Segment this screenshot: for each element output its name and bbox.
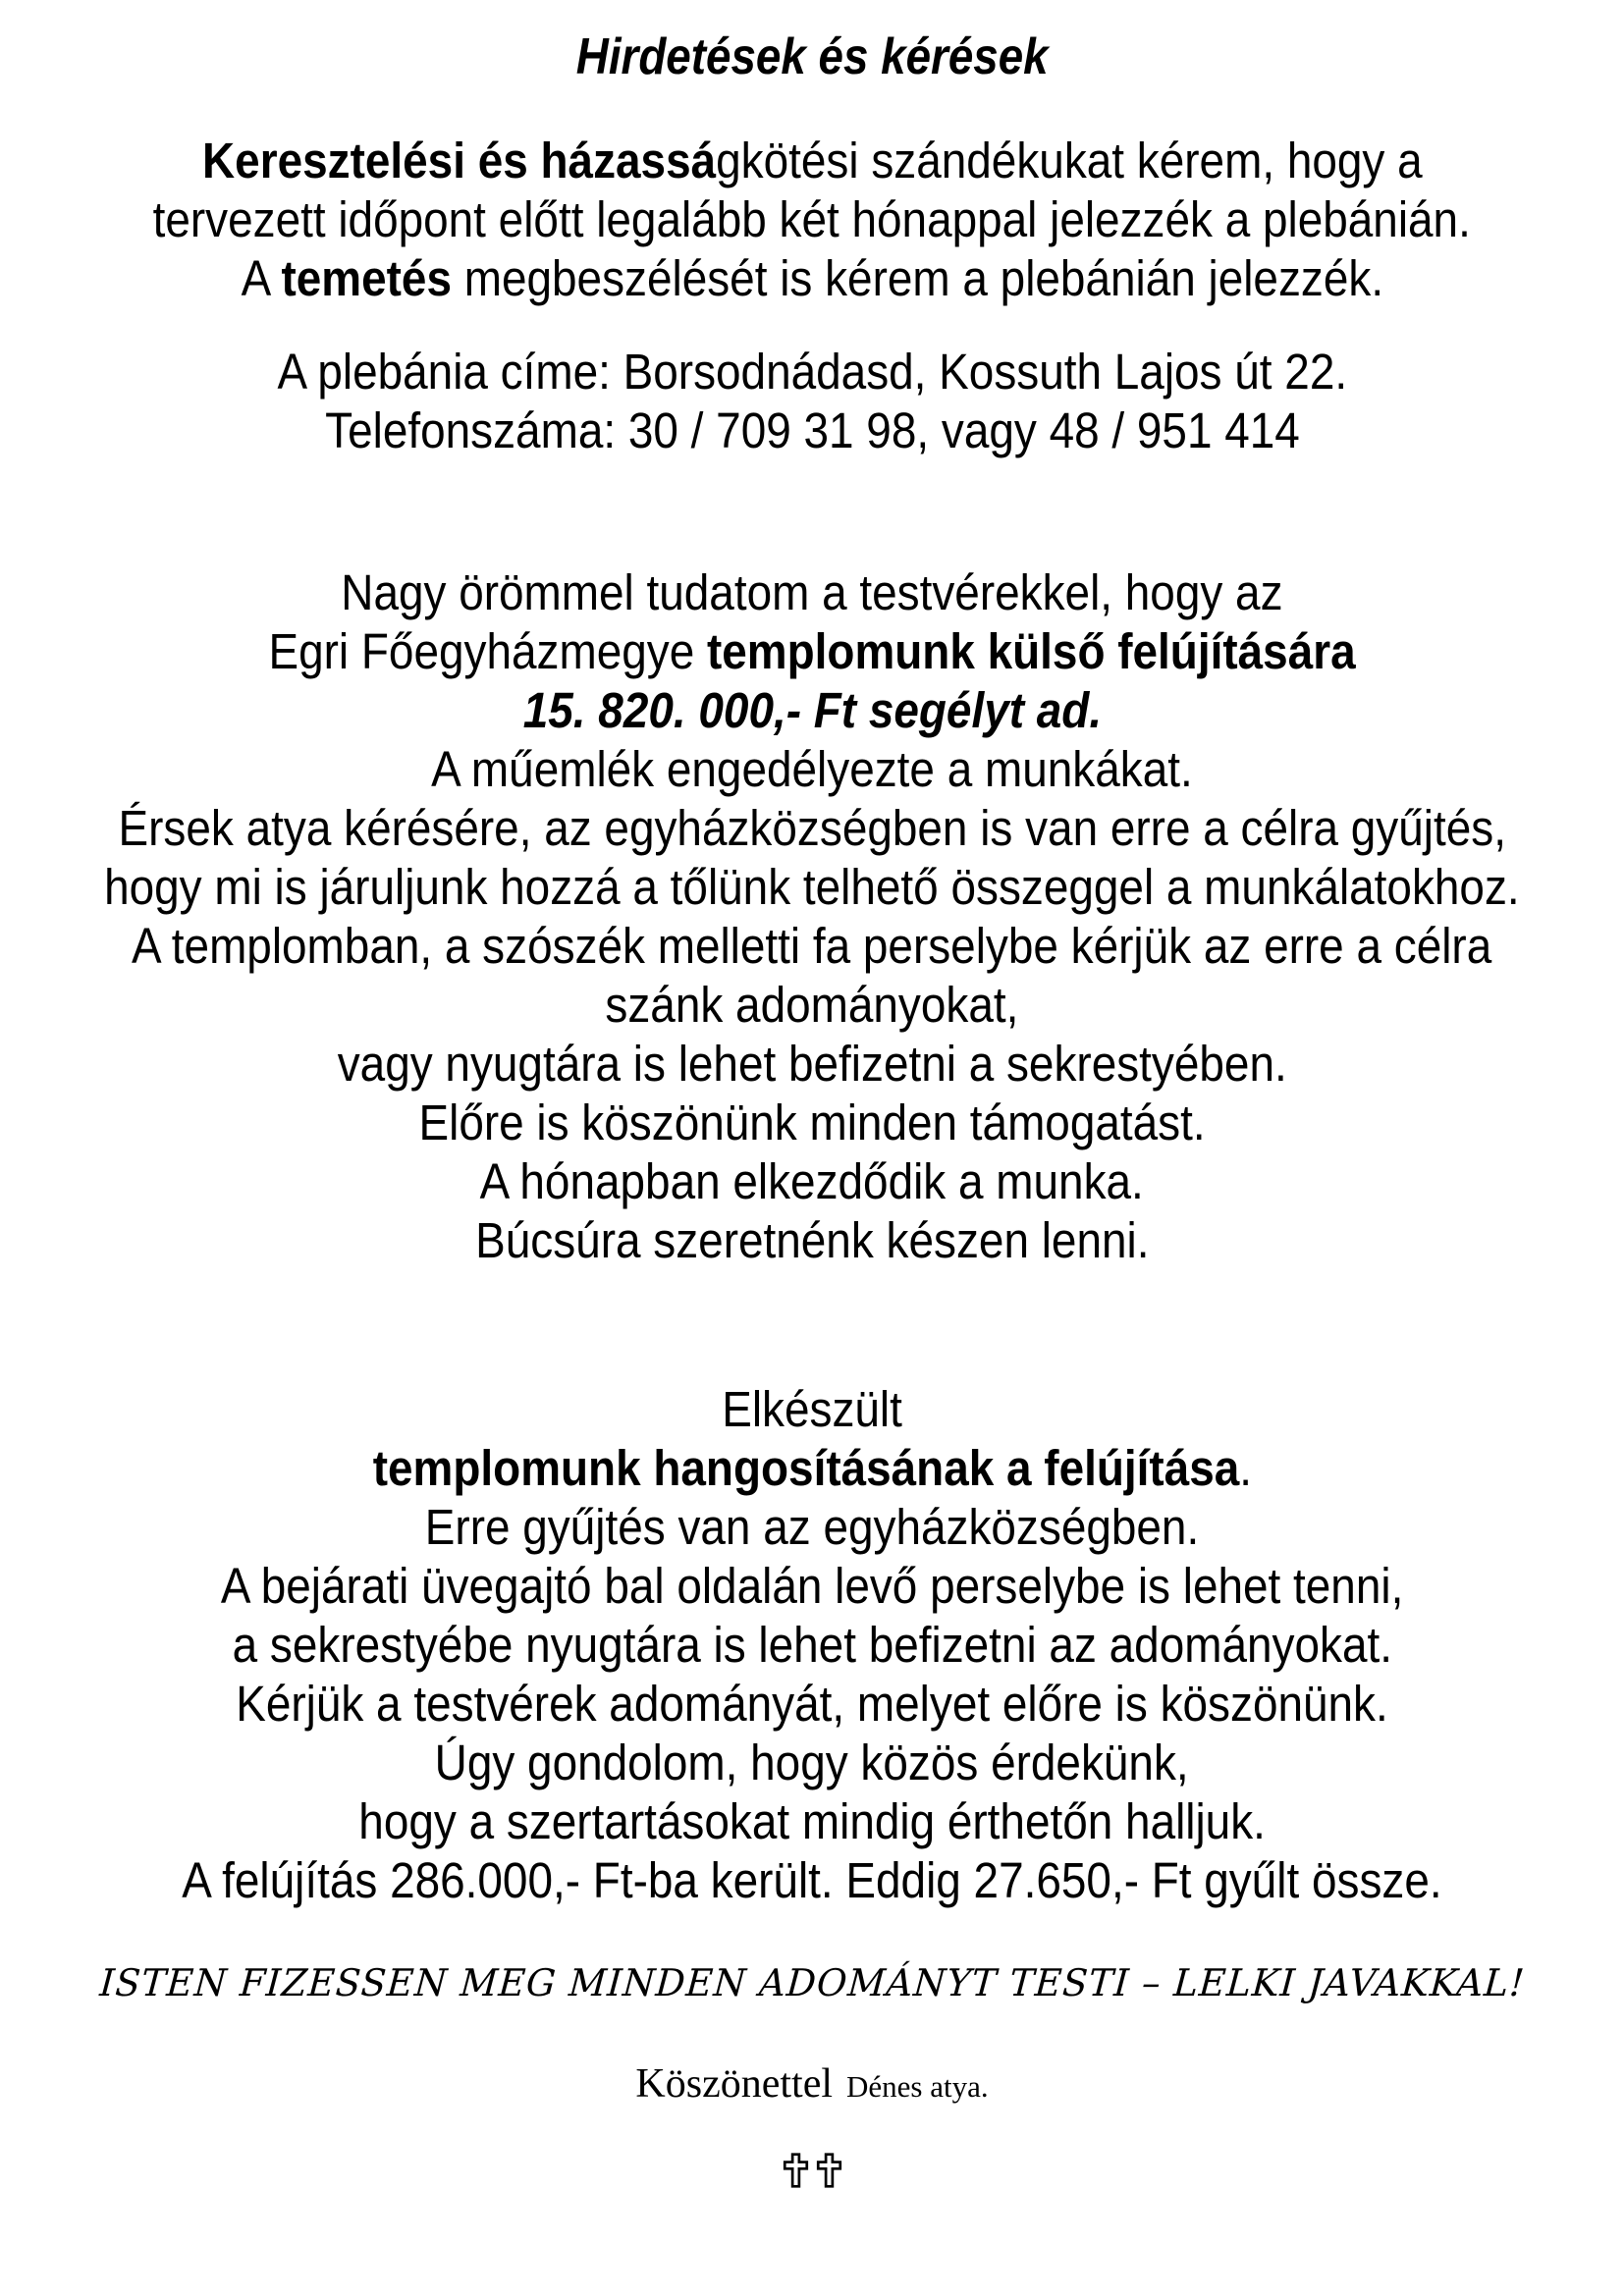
text-segment: A templomban, a szószék melletti fa perselybe kérjük az erre a célra	[132, 918, 1492, 974]
text-line-content	[341, 563, 1282, 622]
text-line-content	[372, 1439, 1251, 1498]
text-line-content	[104, 858, 1520, 917]
paragraph-parish-contact	[0, 343, 1624, 460]
text-segment: szánk adományokat,	[605, 977, 1019, 1033]
text-line	[0, 1557, 1624, 1616]
text-line	[0, 1498, 1624, 1557]
text-segment: Úgy gondolom, hogy közös érdekünk,	[434, 1735, 1190, 1790]
text-line	[0, 622, 1624, 681]
text-line-content	[522, 681, 1101, 740]
text-segment: megbeszélését is kérem a plebánián jelezzék.	[451, 250, 1383, 306]
text-segment: Búcsúra szeretnénk készen lenni.	[474, 1212, 1150, 1268]
text-line	[0, 799, 1624, 858]
text-segment: hogy mi is járuljunk hozzá a tőlünk telhető összeggel a munkálatokhoz.	[104, 859, 1520, 915]
text-line	[0, 858, 1624, 917]
text-line	[0, 249, 1624, 308]
text-line	[0, 132, 1624, 190]
text-segment: templomunk hangosításának a felújítása	[372, 1440, 1239, 1496]
text-line-content	[241, 249, 1382, 308]
text-line-content	[605, 976, 1018, 1035]
text-segment: temetés	[281, 250, 452, 306]
closing-line	[0, 2061, 1624, 2107]
text-segment: Érsek atya kérésére, az egyházközségben is van erre a célra gyűjtés,	[118, 800, 1506, 856]
text-line-content	[418, 1094, 1205, 1152]
text-segment: Erre gyűjtés van az egyházközségben.	[424, 1499, 1200, 1555]
text-line-content	[232, 1616, 1391, 1675]
text-segment: gkötési szándékukat kérem, hogy a	[715, 133, 1423, 188]
text-segment: A plebánia címe: Borsodnádasd, Kossuth Lajos út 22.	[277, 344, 1347, 400]
text-line-content	[325, 401, 1300, 460]
text-line	[0, 681, 1624, 740]
closing-thanks: Köszönettel	[635, 2061, 833, 2107]
text-line	[0, 917, 1624, 976]
text-line	[0, 401, 1624, 460]
text-line	[0, 1616, 1624, 1675]
text-line-content	[358, 1792, 1266, 1851]
text-line-content	[221, 1557, 1403, 1616]
text-line-content	[153, 190, 1471, 249]
text-line	[0, 190, 1624, 249]
text-segment: vagy nyugtára is lehet befizetni a sekrestyében.	[337, 1036, 1287, 1092]
text-line	[0, 1211, 1624, 1270]
text-line	[0, 343, 1624, 401]
blessing-line	[0, 1959, 1624, 2006]
text-line-content	[236, 1675, 1388, 1734]
page-title	[0, 22, 1624, 92]
text-line	[0, 563, 1624, 622]
text-segment: templomunk külső felújítására	[706, 623, 1356, 679]
text-segment: A bejárati üvegajtó bal oldalán levő perselybe is lehet tenni,	[220, 1558, 1404, 1614]
text-line-content	[268, 622, 1355, 681]
text-segment: A műemlék engedélyezte a munkákat.	[431, 741, 1193, 797]
text-segment: Nagy örömmel tudatom a testvérekkel, hogy az	[341, 564, 1283, 620]
closing-signature: Dénes atya.	[846, 2069, 989, 2104]
text-segment: A hónapban elkezdődik a munka.	[479, 1153, 1145, 1209]
text-line-content	[475, 1211, 1149, 1270]
paragraph-church-renovation	[0, 563, 1624, 1270]
text-segment: .	[1238, 1440, 1252, 1496]
text-line-content	[435, 1734, 1189, 1792]
text-segment: Keresztelési és házassá	[201, 133, 716, 188]
text-line	[0, 1094, 1624, 1152]
text-line	[0, 740, 1624, 799]
bulletin-body	[0, 132, 1624, 1910]
outlined-latin-cross-icon	[816, 2153, 842, 2188]
text-segment: Előre is köszönünk minden támogatást.	[418, 1095, 1206, 1150]
crosses-row	[0, 2152, 1624, 2189]
text-line-content	[118, 799, 1505, 858]
text-segment: Telefonszáma: 30 / 709 31 98, vagy 48 / 951 414	[324, 402, 1300, 458]
text-line	[0, 1152, 1624, 1211]
text-segment: a sekrestyébe nyugtára is lehet befizetni az adományokat.	[232, 1617, 1392, 1673]
text-segment: A	[241, 250, 282, 306]
text-line-content	[337, 1035, 1286, 1094]
text-line	[0, 976, 1624, 1035]
paragraph-sound-system	[0, 1380, 1624, 1910]
text-line-content	[425, 1498, 1199, 1557]
text-line-content	[722, 1380, 902, 1439]
text-segment: hogy a szertartásokat mindig érthetőn halljuk.	[358, 1793, 1266, 1849]
page-title-text: Hirdetések és kérések	[575, 28, 1049, 85]
text-line-content	[202, 132, 1423, 190]
text-segment: tervezett időpont előtt legalább két hónappal jelezzék a plebánián.	[152, 191, 1472, 247]
text-line	[0, 1035, 1624, 1094]
text-line	[0, 1851, 1624, 1910]
text-segment: 15. 820. 000,- Ft segélyt ad.	[522, 682, 1102, 738]
text-line	[0, 1380, 1624, 1439]
text-segment: A felújítás 286.000,- Ft-ba került. Eddig 27.650,- Ft gyűlt össze.	[182, 1852, 1442, 1908]
text-segment: Egri Főegyházmegye	[268, 623, 707, 679]
text-line	[0, 1675, 1624, 1734]
text-segment: Kérjük a testvérek adományát, melyet előre is köszönünk.	[236, 1676, 1388, 1732]
blessing-text: ISTEN FIZESSEN MEG MINDEN ADOMÁNYT TESTI – LELKI JAVAKKAL!	[97, 1961, 1527, 2004]
text-line-content	[277, 343, 1347, 401]
text-line	[0, 1734, 1624, 1792]
text-line-content	[182, 1851, 1441, 1910]
text-line-content	[132, 917, 1491, 976]
outlined-latin-cross-icon	[783, 2153, 809, 2188]
text-line	[0, 1792, 1624, 1851]
text-segment: Elkészült	[722, 1381, 902, 1437]
text-line	[0, 1439, 1624, 1498]
paragraph-baptism-marriage-notice	[0, 132, 1624, 308]
text-line-content	[480, 1152, 1144, 1211]
text-line-content	[431, 740, 1193, 799]
